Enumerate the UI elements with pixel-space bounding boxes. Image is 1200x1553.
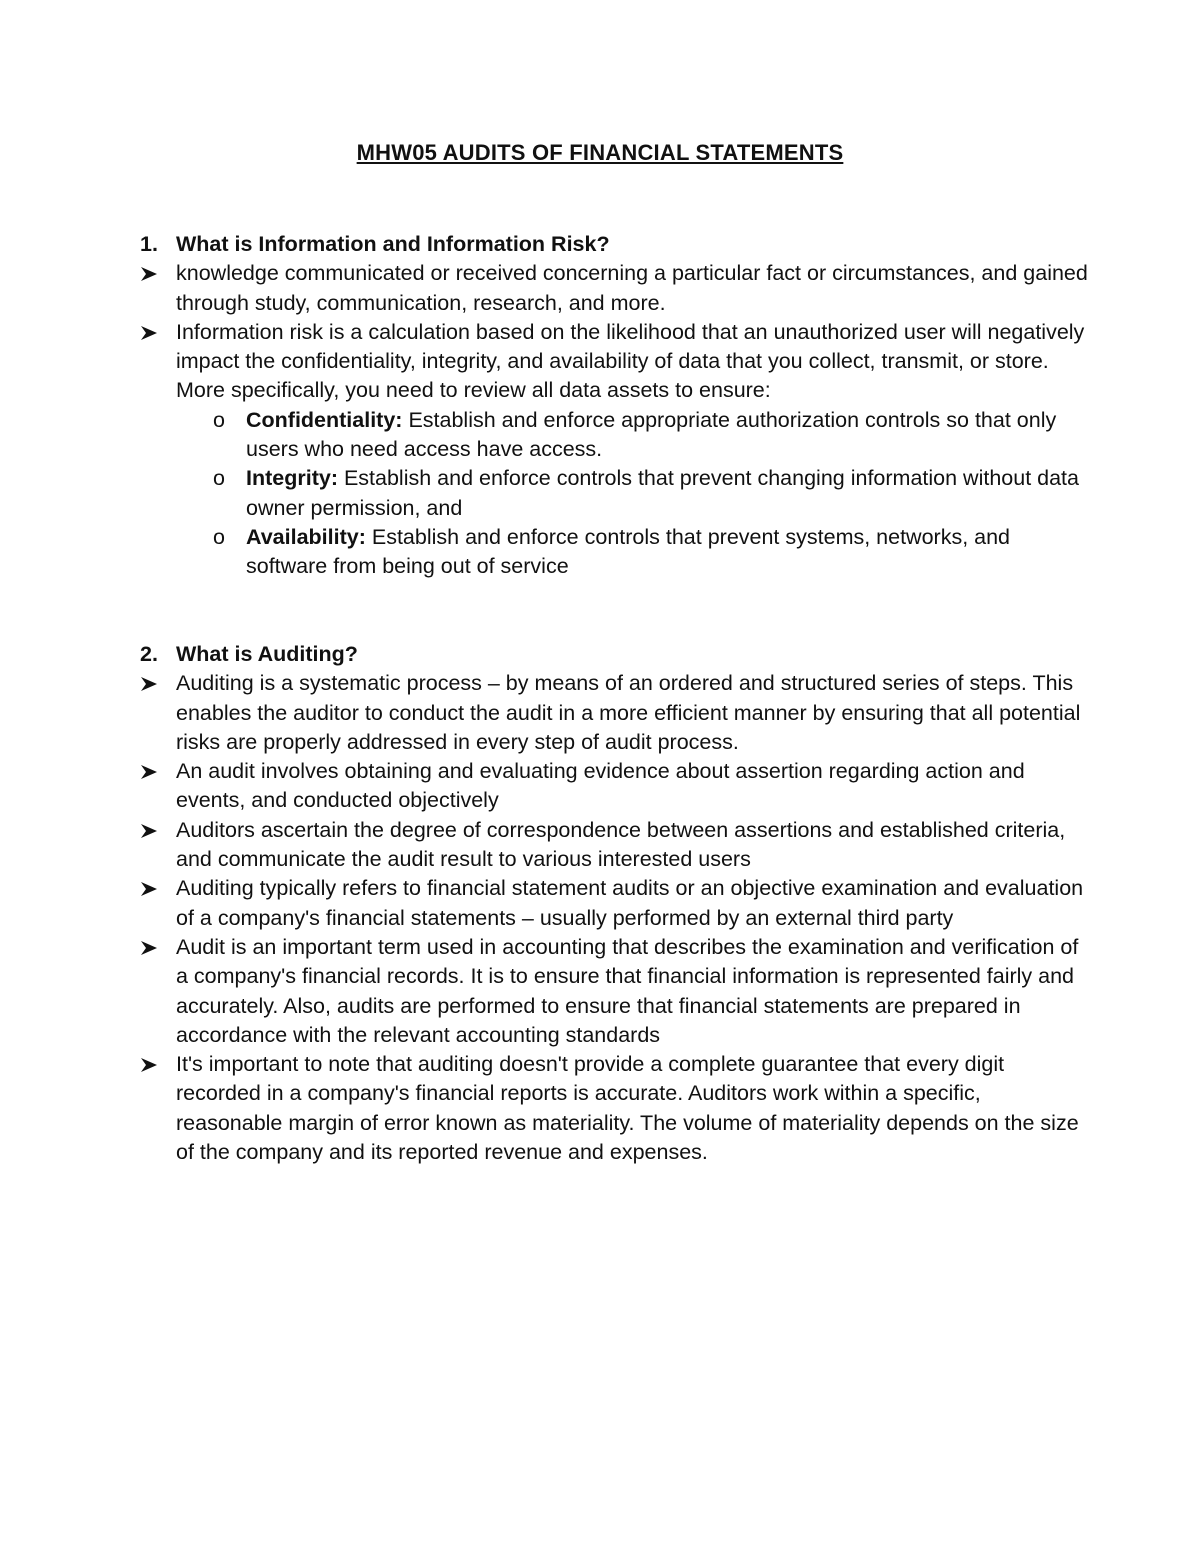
list-item <box>176 816 1088 875</box>
list-item-text: An audit involves obtaining and evaluating evidence about assertion regarding action and events, and conducted objectively <box>176 759 1025 813</box>
list-item <box>176 874 1088 933</box>
circle-bullet-icon: o <box>213 466 225 491</box>
document-title: MHW05 AUDITS OF FINANCIAL STATEMENTS <box>356 140 844 165</box>
list-item-text: knowledge communicated or received concerning a particular fact or circumstances, and gained through study, communication, research, and more. <box>176 261 1088 315</box>
sub-list-item <box>213 406 1088 465</box>
arrowhead-bullet-icon <box>140 874 162 903</box>
sub-item-text: Establish and enforce controls that prevent changing information without data owner permission, and <box>246 466 1079 520</box>
sub-list-item <box>213 523 1088 582</box>
section-auditing <box>0 640 1200 1167</box>
section-heading <box>140 640 1200 669</box>
section-heading <box>140 230 1200 259</box>
list-item-text: Auditing is a systematic process – by means of an ordered and structured series of steps. This enables the auditor to conduct the audit in a more efficient manner by ensuring that all potential risks are properly addressed in every step of audit process. <box>176 671 1081 754</box>
section-number: 1. <box>140 232 158 256</box>
bullet-list <box>0 259 1200 581</box>
sub-list-item <box>213 464 1088 523</box>
arrowhead-bullet-icon <box>140 1050 162 1079</box>
sub-item-term: Integrity: <box>246 466 338 491</box>
arrowhead-bullet-icon <box>140 933 162 962</box>
list-item <box>176 318 1088 582</box>
sub-item-text: Establish and enforce appropriate authorization controls so that only users who need access have access. <box>246 407 1057 462</box>
section-heading-text: What is Auditing? <box>176 642 358 666</box>
sub-bullet-list <box>176 406 1088 582</box>
arrowhead-bullet-icon <box>140 757 162 786</box>
list-item-text: Audit is an important term used in accounting that describes the examination and verification of a company's financial records. It is to ensure that financial information is represented fairly and accurately. Also, audits are performed to ensure that financial statements are prepared in accordance with the relevant accounting standards <box>176 934 1079 1047</box>
list-item <box>176 669 1088 757</box>
list-item-text: It's important to note that auditing doesn't provide a complete guarantee that every digit recorded in a company's financial reports is accurate. Auditors work within a specific, reasonable margin of error known as materiality. The volume of materiality depends on the size of the company and its reported revenue and expenses. <box>176 1052 1079 1165</box>
arrowhead-bullet-icon <box>140 318 162 347</box>
circle-bullet-icon: o <box>213 524 225 549</box>
list-item-text: Auditors ascertain the degree of correspondence between assertions and established criteria, and communicate the audit result to various interested users <box>176 817 1066 872</box>
bullet-list <box>0 669 1200 1167</box>
sub-item-text: Establish and enforce controls that prevent systems, networks, and software from being out of service <box>246 524 1011 579</box>
section-heading-text: What is Information and Information Risk? <box>176 232 610 256</box>
arrowhead-bullet-icon <box>140 259 162 288</box>
list-item <box>176 259 1088 318</box>
list-item-text: Information risk is a calculation based on the likelihood that an unauthorized user will negatively impact the confidentiality, integrity, and availability of data that you collect, transmit, or store. More specifically, you need to review all data assets to ensure: <box>176 319 1085 403</box>
arrowhead-bullet-icon <box>140 669 162 698</box>
list-item <box>176 933 1088 1050</box>
list-item <box>176 1050 1088 1167</box>
sub-item-term: Confidentiality: <box>246 407 403 432</box>
circle-bullet-icon: o <box>213 407 225 432</box>
section-number: 2. <box>140 642 158 666</box>
section-information-risk <box>0 230 1200 582</box>
list-item <box>176 757 1088 816</box>
sub-item-term: Availability: <box>246 524 366 549</box>
list-item-text: Auditing typically refers to financial statement audits or an objective examination and evaluation of a company's financial statements – usually performed by an external third party <box>176 876 1084 930</box>
arrowhead-bullet-icon <box>140 816 162 845</box>
